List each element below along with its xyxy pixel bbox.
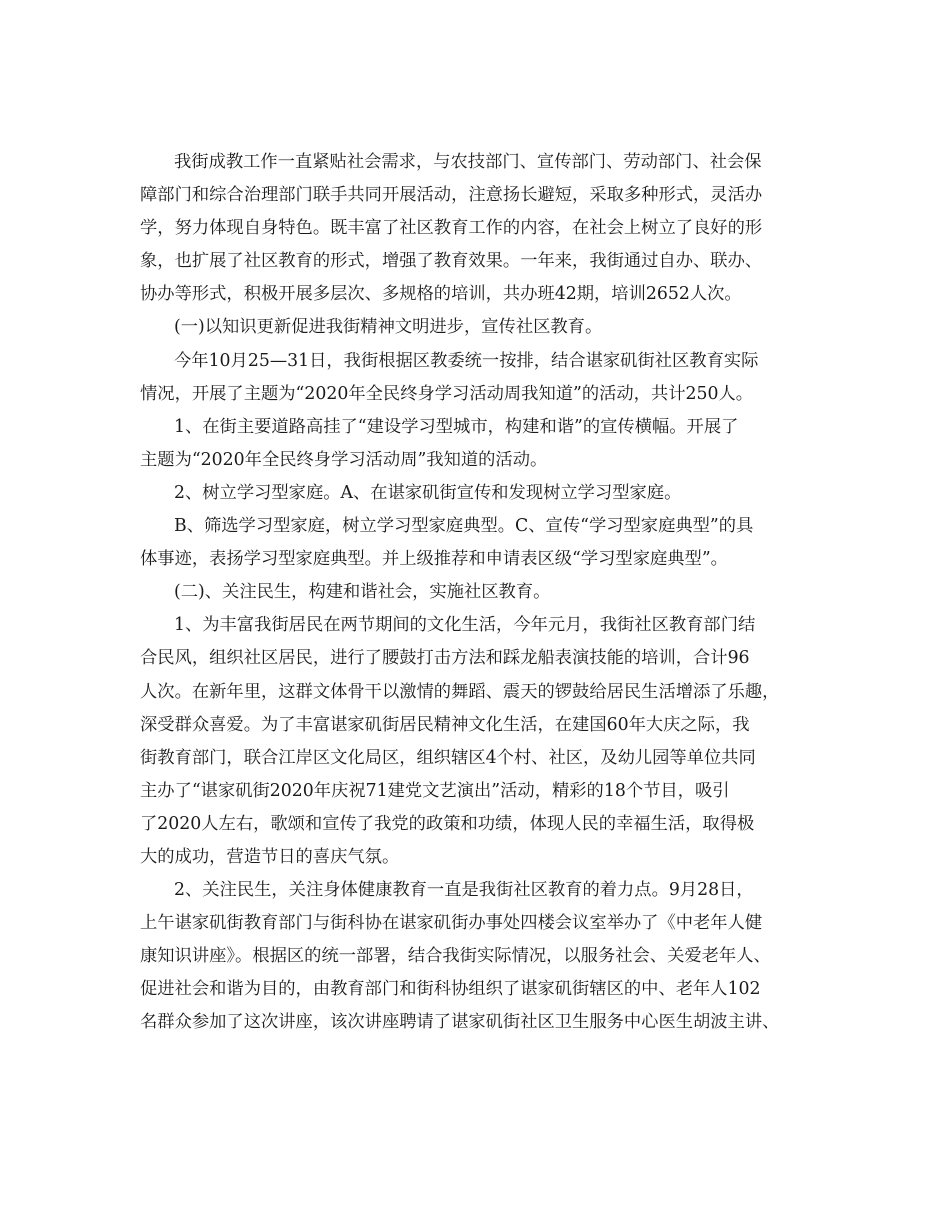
text-line: 主题为“2020年全民终身学习活动周”我知道的活动。 (140, 449, 548, 470)
text-line: 2、树立学习型家庭。A、在谌家矶街宣传和发现树立学习型家庭。 (174, 482, 682, 503)
text-line: 障部门和综合治理部门联手共同开展活动，注意扬长避短，采取多种形式，灵活办 (140, 185, 763, 206)
text-line: 了2020人左右，歌颂和宣传了我党的政策和功绩，体现人民的幸福生活，取得极 (140, 813, 755, 834)
text-line: 象，也扩展了社区教育的形式，增强了教育效果。一年来，我街通过自办、联办、 (140, 251, 763, 272)
text-line: 情况，开展了主题为“2020年全民终身学习活动周我知道”的活动，共计250人。 (140, 383, 754, 404)
text-line: 街教育部门，联合江岸区文化局区，组织辖区4个村、社区，及幼儿园等单位共同 (140, 747, 756, 768)
text-line: 协办等形式，积极开展多层次、多规格的培训，共办班42期，培训2652人次。 (140, 284, 742, 305)
text-line: 上午谌家矶街教育部门与街科协在谌家矶街办事处四楼会议室举办了《中老年人健 (140, 913, 763, 934)
text-line: B、筛选学习型家庭，树立学习型家庭典型。C、宣传“学习型家庭典型”的具 (174, 516, 754, 537)
text-line: 今年10月25—31日，我街根据区教委统一按排，结合谌家矶街社区教育实际 (174, 350, 759, 371)
text-line: 大的成功，营造节日的喜庆气氛。 (140, 846, 400, 867)
text-line: 我街成教工作一直紧贴社会需求，与农技部门、宣传部门、劳动部门、社会保 (174, 152, 762, 172)
text-line: 人次。在新年里，这群文体骨干以激情的舞蹈、震天的锣鼓给居民生活增添了乐趣， (140, 681, 780, 702)
text-line: (一)以知识更新促进我街精神文明进步，宣传社区教育。 (174, 317, 603, 338)
text-line: 1、在街主要道路高挂了“建设学习型城市，构建和谐”的宣传横幅。开展了 (174, 416, 739, 437)
text-line: 康知识讲座》。根据区的统一部署，结合我街实际情况，以服务社会、关爱老年人、 (140, 946, 771, 967)
text-line: 体事迹，表扬学习型家庭典型。并上级推荐和申请表区级“学习型家庭典型”。 (140, 549, 728, 570)
text-line: 促进社会和谐为目的，由教育部门和街科协组织了谌家矶街辖区的中、老年人102 (140, 979, 761, 1000)
text-line: 1、为丰富我街居民在两节期间的文化生活，今年元月，我街社区教育部门结 (174, 615, 756, 636)
text-line: 学，努力体现自身特色。既丰富了社区教育工作的内容，在社会上树立了良好的形 (140, 218, 763, 239)
text-line: 主办了“谌家矶街2020年庆祝71建党文艺演出”活动，精彩的18个节目，吸引 (140, 780, 730, 801)
text-line: 名群众参加了这次讲座，该次讲座聘请了谌家矶街社区卫生服务中心医生胡波主讲、 (140, 1012, 780, 1033)
text-line: 深受群众喜爱。为了丰富谌家矶街居民精神文化生活，在建国60年大庆之际，我 (140, 714, 750, 735)
text-line: 合民风，组织社区居民，进行了腰鼓打击方法和踩龙船表演技能的培训，合计96 (140, 648, 750, 669)
text-line: 2、关注民生，关注身体健康教育一直是我街社区教育的着力点。9月28日， (174, 880, 754, 901)
text-line: (二)、关注民生，构建和谐社会，实施社区教育。 (174, 582, 551, 603)
document-body (140, 146, 824, 1040)
